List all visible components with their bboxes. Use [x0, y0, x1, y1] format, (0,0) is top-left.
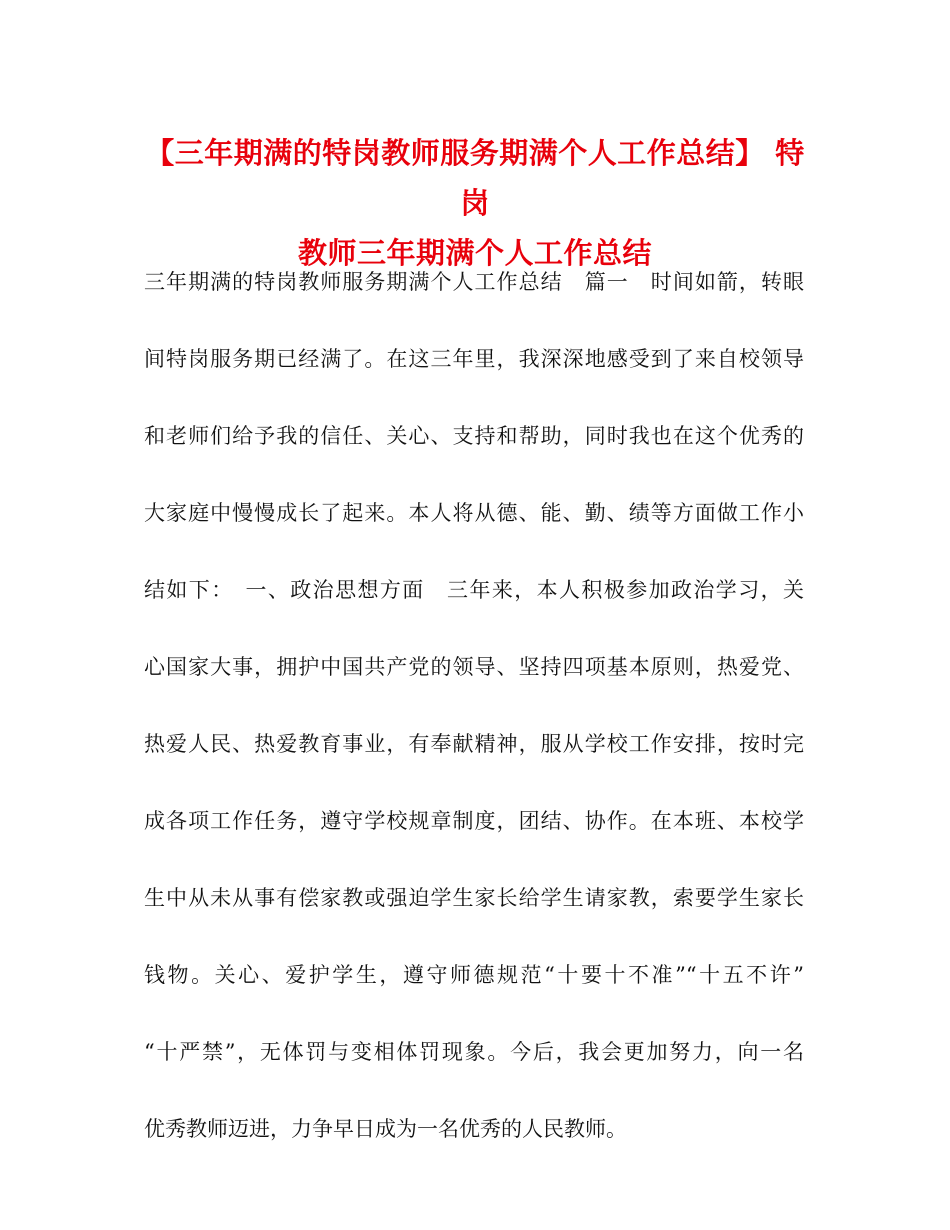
body-line: 三年期满的特岗教师服务期满个人工作总结 篇一 时间如箭，转眼 — [144, 270, 804, 294]
body-line: 生中从未从事有偿家教或强迫学生家长给学生请家教，索要学生家长 — [144, 886, 804, 910]
body-line: 和老师们给予我的信任、关心、支持和帮助，同时我也在这个优秀的 — [144, 424, 804, 448]
body-line: 钱物。关心、爱护学生，遵守师德规范“十要十不准”“十五不许” — [144, 963, 804, 987]
document-body — [144, 260, 804, 1184]
title-line-1: 【三年期满的特岗教师服务期满个人工作总结】 特岗 — [145, 136, 805, 220]
body-line: 成各项工作任务，遵守学校规章制度，团结、协作。在本班、本校学 — [144, 809, 804, 833]
body-line: “十严禁”，无体罚与变相体罚现象。今后，我会更加努力，向一名 — [144, 1040, 804, 1064]
body-line: 结如下： 一、政治思想方面 三年来，本人积极参加政治学习，关 — [144, 578, 804, 602]
body-line: 热爱人民、热爱教育事业，有奉献精神，服从学校工作安排，按时完 — [144, 732, 804, 756]
body-line: 心国家大事，拥护中国共产党的领导、坚持四项基本原则，热爱党、 — [144, 655, 804, 679]
body-line: 间特岗服务期已经满了。在这三年里，我深深地感受到了来自校领导 — [144, 347, 804, 371]
body-line: 优秀教师迈进，力争早日成为一名优秀的人民教师。 — [144, 1117, 627, 1141]
title-line-2: 教师三年期满个人工作总结 — [297, 236, 652, 270]
document-title — [140, 128, 810, 278]
body-line: 大家庭中慢慢成长了起来。本人将从德、能、勤、绩等方面做工作小 — [144, 501, 804, 525]
